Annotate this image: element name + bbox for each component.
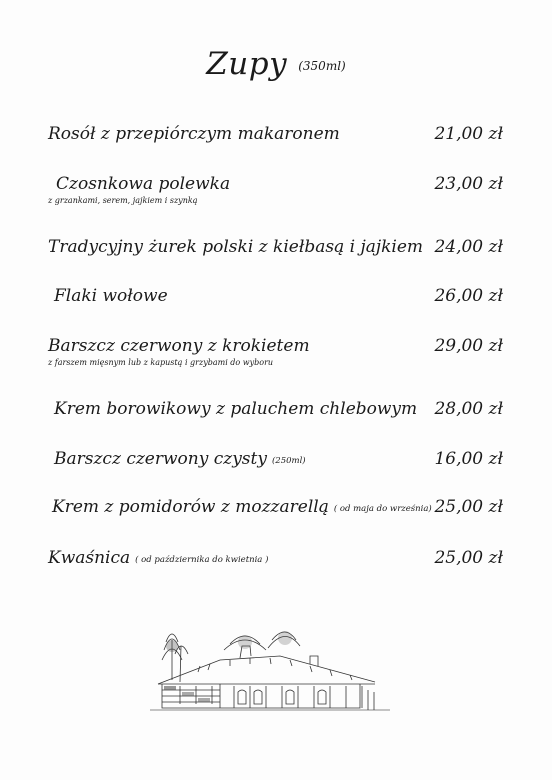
menu-item-name: Barszcz czerwony z krokietem xyxy=(48,336,310,356)
menu-item-note: ( od października do kwietnia ) xyxy=(135,555,269,565)
menu-item-price: 16,00 zł xyxy=(434,449,503,469)
menu-item-price: 21,00 zł xyxy=(434,124,503,144)
menu-item-name: Barszcz czerwony czysty (250ml) xyxy=(54,449,306,469)
menu-item-name: Krem borowikowy z paluchem chlebowym xyxy=(54,399,418,419)
menu-item-name: Tradycyjny żurek polski z kiełbasą i jajkiem xyxy=(48,237,424,257)
menu-item-price: 29,00 zł xyxy=(434,336,503,356)
section-title: Zupy xyxy=(206,46,288,82)
menu-item-price: 26,00 zł xyxy=(434,286,503,306)
menu-item-price: 23,00 zł xyxy=(434,174,503,194)
menu-item-note: ( od maja do września) xyxy=(333,504,432,514)
menu-item-description: z farszem mięsnym lub z kapustą i grzybami do wyboru xyxy=(48,358,274,367)
section-portion-size: (350ml) xyxy=(298,59,346,73)
menu-heading xyxy=(0,46,552,82)
menu-item-name: Flaki wołowe xyxy=(54,286,168,306)
menu-item-name: Rosół z przepiórczym makaronem xyxy=(48,124,340,144)
menu-item-description: z grzankami, serem, jajkiem i szynką xyxy=(48,196,198,205)
log-house-sketch-icon xyxy=(150,620,390,720)
menu-item-name: Czosnkowa polewka xyxy=(56,174,231,194)
menu-item-name: Kwaśnica ( od października do kwietnia ) xyxy=(48,548,269,568)
menu-item-name: Krem z pomidorów z mozzarellą ( od maja do września) xyxy=(52,497,432,517)
menu-item-price: 25,00 zł xyxy=(434,548,503,568)
menu-item-price: 25,00 zł xyxy=(434,497,503,517)
menu-item-price: 28,00 zł xyxy=(434,399,503,419)
menu-item-note: (250ml) xyxy=(271,456,306,466)
menu-item-price: 24,00 zł xyxy=(434,237,503,257)
